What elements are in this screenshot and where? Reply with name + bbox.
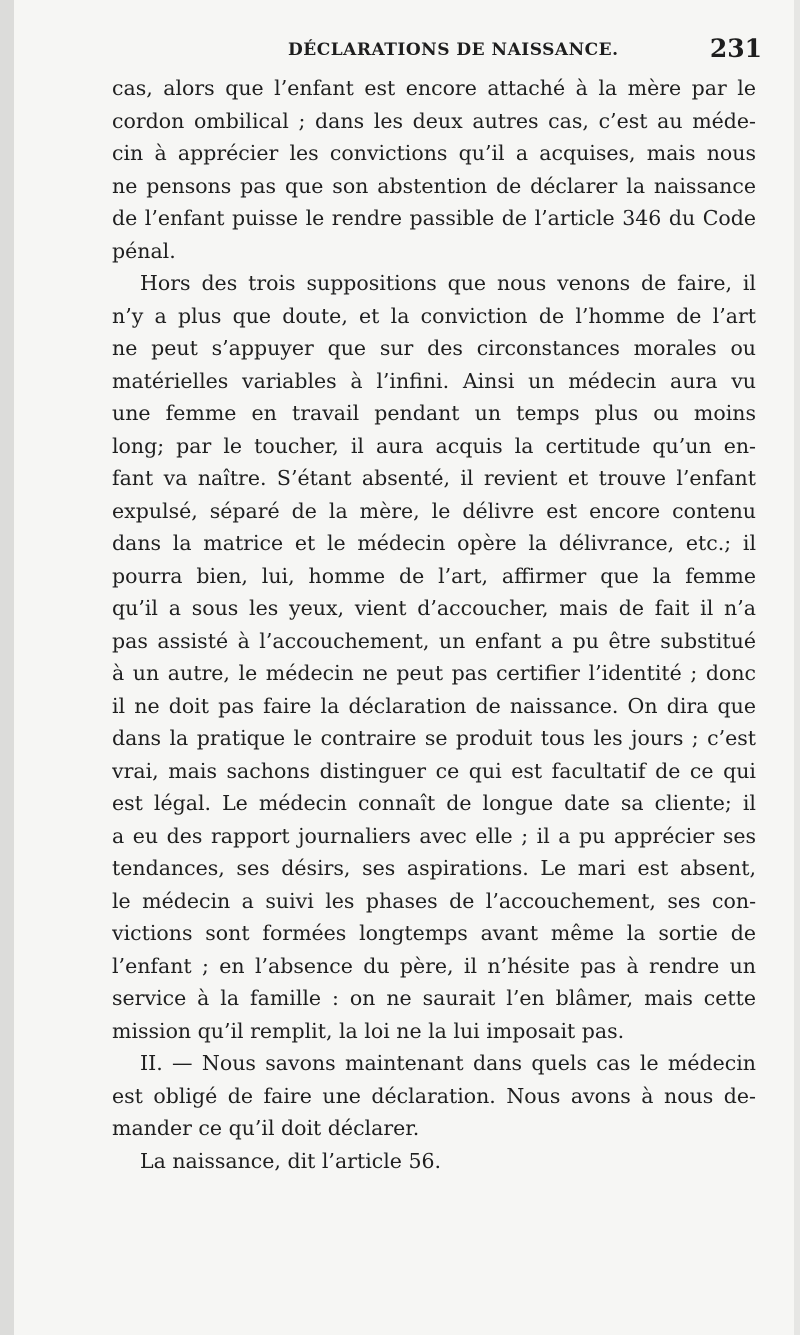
text-line: cin à apprécier les convictions qu’il a acquises, mais nous (112, 141, 756, 165)
text-line: fant va naître. S’étant absenté, il revient et trouve l’enfant (112, 466, 756, 490)
text-line: long; par le toucher, il aura acquis la certitude qu’un en- (112, 433, 756, 458)
text-line: à un autre, le médecin ne peut pas certifier l’identité ; donc (112, 661, 756, 685)
paragraph (112, 267, 756, 1047)
text-line: mission qu’il remplit, la loi ne la lui imposait pas. (112, 1018, 625, 1043)
text-line: est légal. Le médecin connaît de longue date sa cliente; il (112, 791, 756, 815)
text-line: le médecin a suivi les phases de l’accouchement, ses con- (112, 888, 756, 913)
text-line: est obligé de faire une déclaration. Nous avons à nous de- (112, 1083, 756, 1108)
page-left-edge (0, 0, 14, 1335)
text-line: ne peut s’appuyer que sur des circonstances morales ou (112, 336, 756, 360)
text-line: cordon ombilical ; dans les deux autres cas, c’est au méde- (112, 108, 756, 133)
text-line: tendances, ses désirs, ses aspirations. Le mari est absent, (112, 856, 756, 880)
text-line: vrai, mais sachons distinguer ce qui est facultatif de ce qui (112, 758, 756, 783)
page-number: 231 (709, 34, 762, 63)
paragraph (112, 1047, 756, 1145)
text-line: dans la pratique le contraire se produit tous les jours ; c’est (112, 726, 756, 750)
text-line: service à la famille : on ne saurait l’en blâmer, mais cette (112, 986, 756, 1010)
paragraph (112, 72, 756, 267)
text-line: Hors des trois suppositions que nous venons de faire, il (140, 271, 756, 295)
text-line: ne pensons pas que son abstention de déclarer la naissance (112, 173, 756, 198)
text-line: dans la matrice et le médecin opère la délivrance, etc.; il (112, 531, 756, 555)
text-line: n’y a plus que doute, et la conviction de l’homme de l’art (112, 303, 756, 328)
text-line: II. — Nous savons maintenant dans quels cas le médecin (140, 1051, 756, 1075)
text-line: de l’enfant puisse le rendre passible de l’article 346 du Code (112, 206, 756, 230)
text-line: victions sont formées longtemps avant même la sortie de (112, 921, 756, 945)
text-line: pas assisté à l’accouchement, un enfant a pu être substitué (112, 628, 756, 653)
running-title: DÉCLARATIONS DE NAISSANCE. (288, 40, 619, 60)
text-line: il ne doit pas faire la déclaration de naissance. On dira que (112, 693, 756, 718)
text-line: matérielles variables à l’infini. Ainsi un médecin aura vu (112, 368, 756, 393)
text-line: cas, alors que l’enfant est encore attaché à la mère par le (112, 76, 756, 100)
text-line: qu’il a sous les yeux, vient d’accoucher, mais de fait il n’a (112, 596, 756, 620)
page-header (110, 34, 760, 74)
text-line: une femme en travail pendant un temps plus ou moins (112, 401, 756, 425)
text-line: mander ce qu’il doit déclarer. (112, 1116, 420, 1140)
body-text (112, 72, 756, 1177)
text-line: La naissance, dit l’article 56. (140, 1148, 442, 1173)
paragraph (112, 1145, 756, 1178)
page-right-edge (794, 0, 800, 1335)
text-line: expulsé, séparé de la mère, le délivre est encore contenu (112, 498, 756, 523)
text-line: pénal. (112, 238, 176, 263)
text-line: l’enfant ; en l’absence du père, il n’hésite pas à rendre un (112, 953, 756, 978)
text-line: pourra bien, lui, homme de l’art, affirmer que la femme (112, 563, 756, 588)
text-line: a eu des rapport journaliers avec elle ; il a pu apprécier ses (112, 823, 756, 848)
